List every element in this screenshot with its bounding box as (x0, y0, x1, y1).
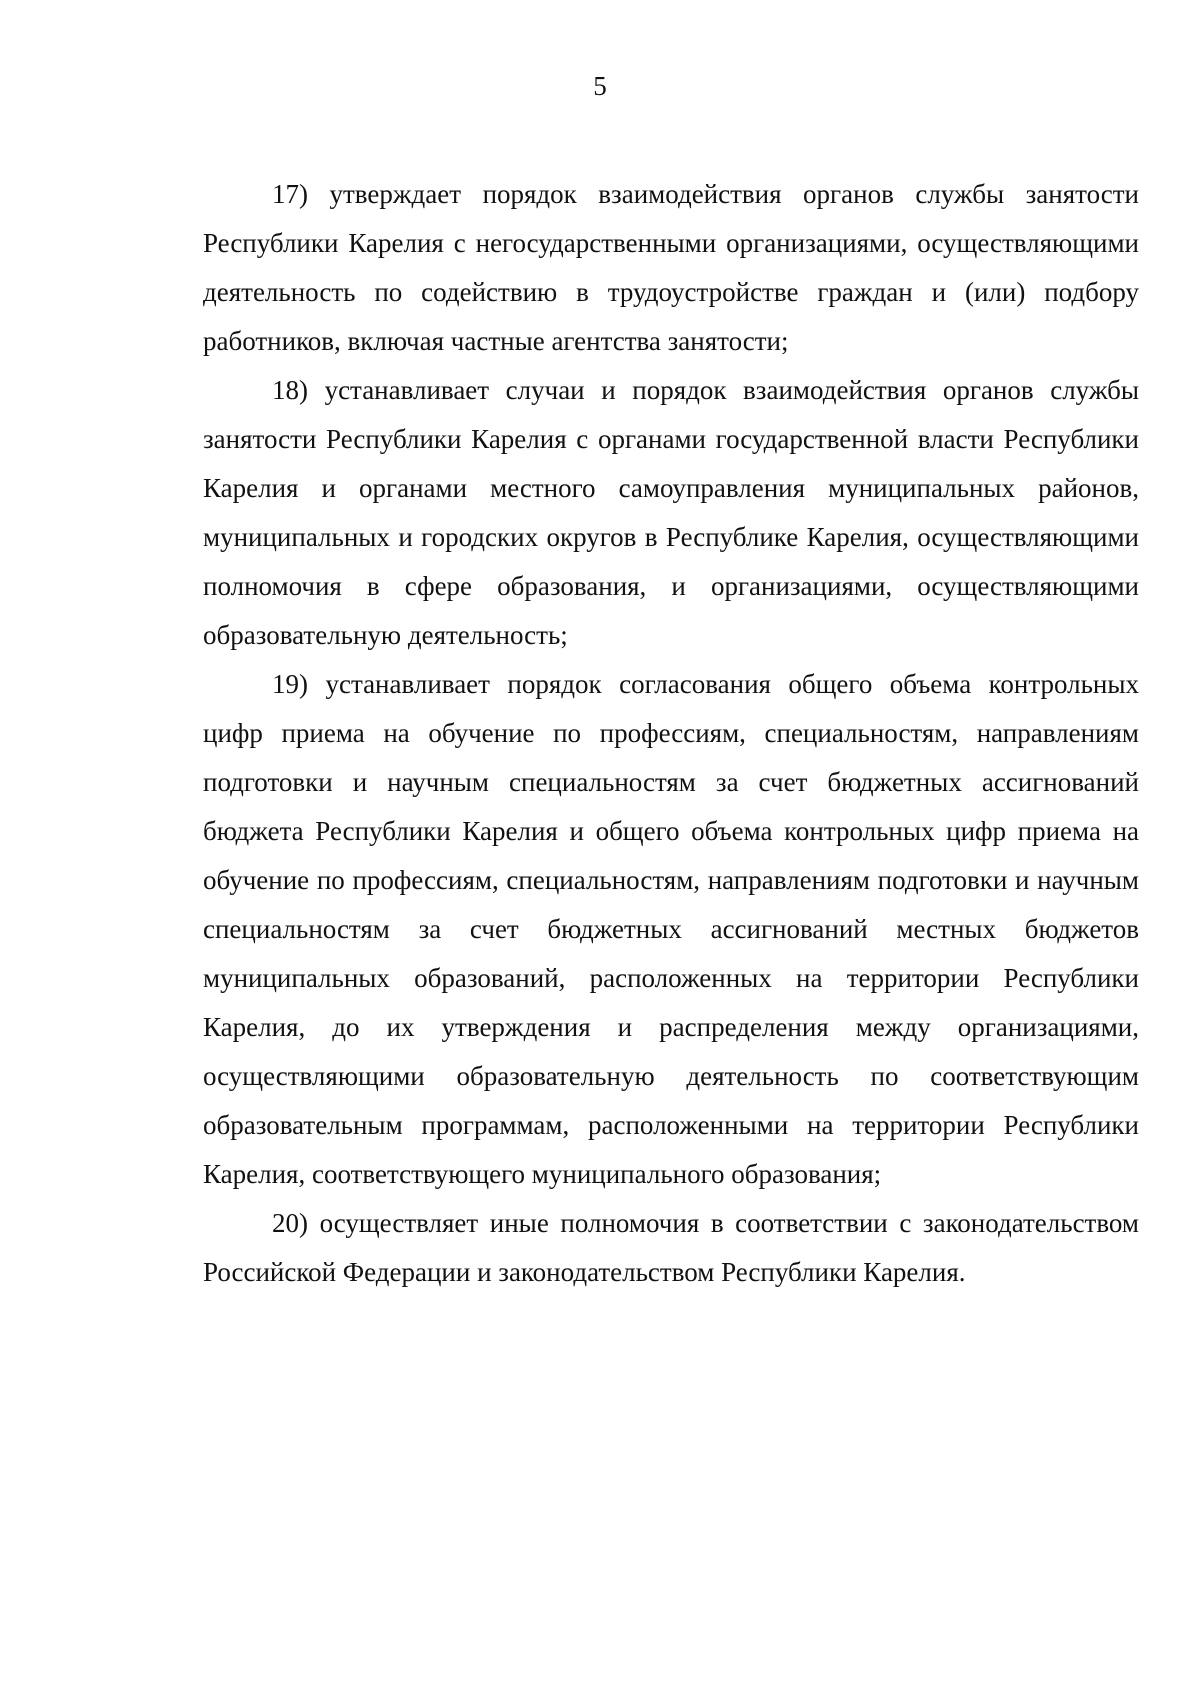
paragraph-item-19: 19) устанавливает порядок согласования общего объема контрольных цифр приема на обучение по профессиям, специальностям, направлениям подготовки и научным специальностям за счет бюджетных ассигнований бюджета Республики Карелия и общего объема контрольных цифр приема на обучение по профессиям, специальностям, направлениям подготовки и научным специальностям за счет бюджетных ассигнований местных бюджетов муниципальных образований, расположенных на территории Республики Карелия, до их утверждения и распределения между организациями, осуществляющими образовательную деятельность по соответствующим образовательным программам, расположенными на территории Республики Карелия, соответствующего муниципального образования; (203, 669, 1139, 1189)
page-number: 5 (593, 71, 607, 101)
paragraph-item-17: 17) утверждает порядок взаимодействия органов службы занятости Республики Карелия с негосударственными организациями, осуществляющими деятельность по содействию в трудоустройстве граждан и (или) подбору работников, включая частные агентства занятости; (203, 179, 1139, 356)
paragraph-item-18: 18) устанавливает случаи и порядок взаимодействия органов службы занятости Республики Карелия с органами государственной власти Республики Карелия и органами местного самоуправления муниципальных районов, муниципальных и городских округов в Республике Карелия, осуществляющими полномочия в сфере образования, и организациями, осуществляющими образовательную деятельность; (203, 375, 1139, 650)
document-body (203, 170, 1139, 1297)
paragraph-item-20: 20) осуществляет иные полномочия в соответствии с законодательством Российской Федерации и законодательством Республики Карелия. (203, 1208, 1139, 1287)
